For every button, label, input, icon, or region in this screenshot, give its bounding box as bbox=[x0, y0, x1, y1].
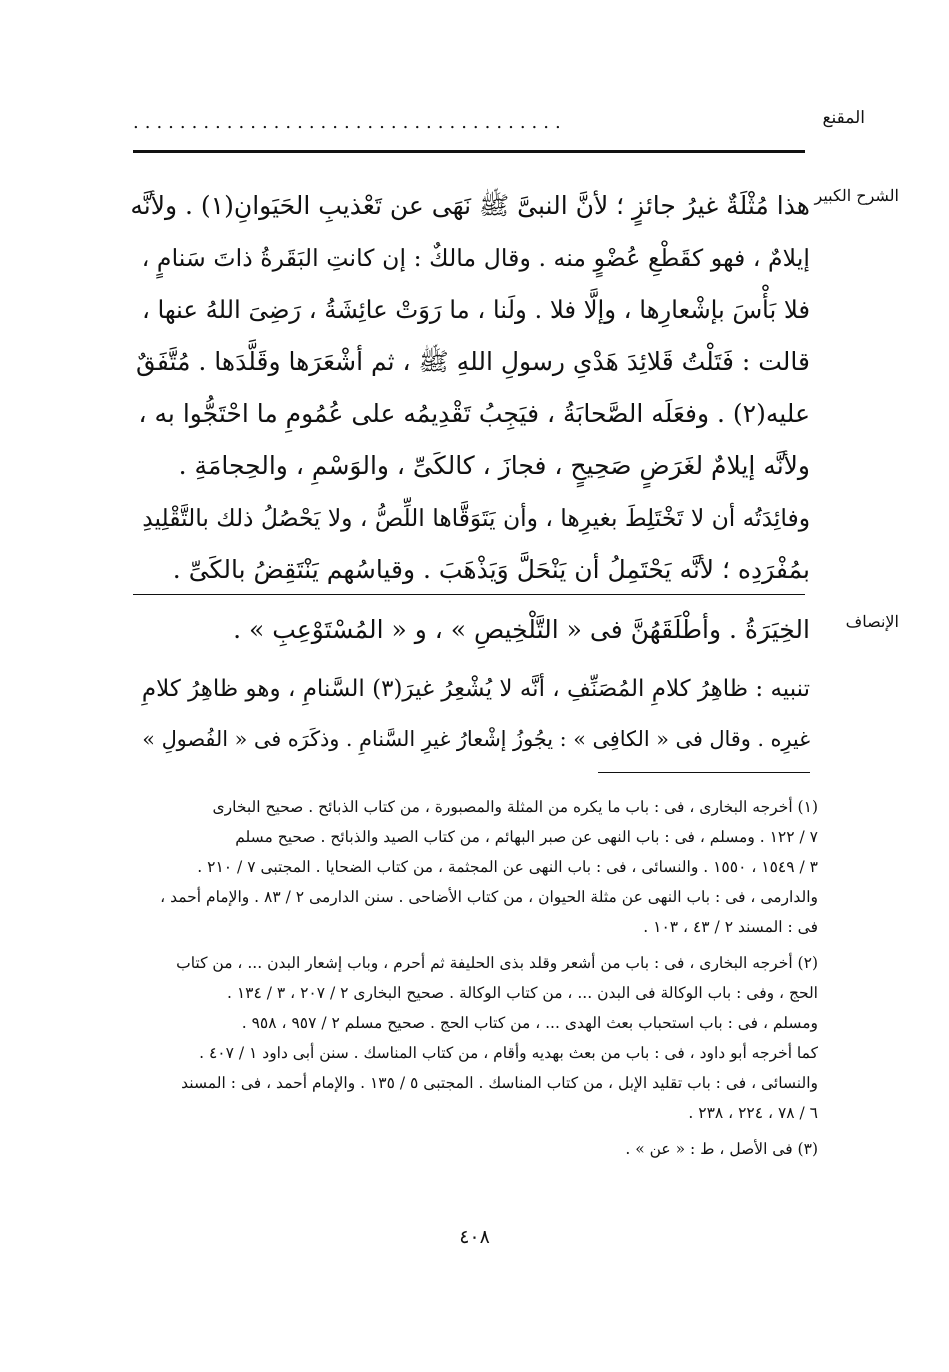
footnote-line: فى : المسند ٢ / ٤٣ ، ١٠٣ . bbox=[643, 918, 818, 936]
section-divider bbox=[133, 594, 805, 595]
page-number: ٤٠٨ bbox=[459, 1226, 490, 1248]
footnote-line: ٧ / ١٢٢ . ومسلم ، فى : باب النهى عن صبر البهائم ، من كتاب الصيد والذبائح . صحيح مسلم bbox=[235, 828, 818, 846]
insaf-line: غيرِه . وقال فى « الكافِى » : يجُوزُ إشْعارُ غيرِ السَّنامِ . وذكَرَه فى « الفُصولِ » bbox=[142, 727, 810, 751]
footnote-2 bbox=[128, 948, 818, 1128]
sharh-line: عليه(٢) . وفعَلَه الصَّحابَةُ ، فيَجِبُ تَقْدِيمُه على عُمُومِ ما احْتَجُّوا به ، bbox=[138, 399, 810, 428]
insaf-label: الإنصاف bbox=[845, 612, 899, 631]
sharh-line: هذا مُثْلَةٌ غيرُ جائزٍ ؛ لأنَّ النبىَّ ﷺ نَهَى عن تَعْذيبِ الحَيَوانِ(١) . ولأنَّه bbox=[130, 191, 810, 220]
sharh-line: بمُفْرَدِه ؛ لأنَّه يَحْتَمِلُ أن يَنْحَلَّ وَيَذْهَبَ . وقياسُهم يَنْتَقِضُ بالكَىِّ . bbox=[172, 555, 810, 584]
header-rule bbox=[133, 150, 805, 153]
insaf-line: الخِيَرَةُ . وأطْلَقَهُنَّ فى « التَّلْخِيصِ » ، و « المُسْتَوْعِبِ » . bbox=[233, 615, 810, 644]
footnote-1 bbox=[128, 792, 818, 942]
footnote-line: والدارمى ، فى : باب النهى عن مثلة الحيوان ، من كتاب الأضاحى . سنن الدارمى ٢ / ٨٣ . والإمام أحمد ، bbox=[160, 888, 818, 906]
insaf-text bbox=[128, 606, 810, 654]
footnote-line: (١) أخرجه البخارى ، فى : باب ما يكره من المثلة والمصبورة ، من كتاب الذبائح . صحيح البخارى bbox=[212, 798, 818, 816]
footnote-line: كما أخرجه أبو داود ، فى : باب من بعث بهديه وأقام ، من كتاب المناسك . سنن أبى داود ١ / ٤٠٧ . bbox=[199, 1044, 818, 1062]
footnote-line: (٣) فى الأصل ، ط : « عن » . bbox=[625, 1140, 818, 1158]
footnote-line: الحج ، وفى : باب الوكالة فى البدن ... ، من كتاب الوكالة . صحيح البخارى ٢ / ٢٠٧ ، ٣ / ١٣٤ . bbox=[226, 984, 818, 1002]
footnote-line: ٦ / ٧٨ ، ٢٢٤ ، ٢٣٨ . bbox=[688, 1104, 818, 1122]
footnote-line: ومسلم ، فى : باب استحباب بعث الهدى ... ، من كتاب الحج . صحيح مسلم ٢ / ٩٥٧ ، ٩٥٨ . bbox=[241, 1014, 818, 1032]
insaf-line: تنبيه : ظاهِرُ كلامِ المُصَنِّفِ ، أنَّه لا يُشْعِرُ غيرَ(٣) السَّنامِ ، وهو ظاهِرُ كلامِ bbox=[141, 676, 810, 702]
sharh-kabir-label: الشرح الكبير bbox=[814, 186, 899, 205]
sharh-line: فلا بَأْسَ بإشْعارِها ، وإلَّا فلا . ولَنا ، ما رَوَتْ عائِشَةُ ، رَضِىَ اللهُ عنها ، bbox=[141, 295, 810, 324]
header-dotted-leader: ..................................... bbox=[133, 112, 567, 133]
footnote-separator bbox=[598, 772, 810, 773]
sharh-line: قالت : فَتَلْتُ قَلائِدَ هَدْىِ رسولِ اللهِ ﷺ ، ثم أشْعَرَها وقَلَّدَها . مُتَّفَقٌ bbox=[136, 347, 810, 376]
sharh-text bbox=[128, 180, 810, 596]
sharh-line: إيلامٌ ، فهو كقَطْعِ عُضْوٍ منه . وقال مالكٌ : إن كانتِ البَقَرةُ ذاتَ سَنامٍ ، bbox=[141, 244, 810, 272]
footnote-line: (٢) أخرجه البخارى ، فى : باب من أشعر وقلد بذى الحليفة ثم أحرم ، وباب إشعار البدن ... ، من كتاب bbox=[176, 954, 818, 972]
insaf-tanbih bbox=[128, 664, 810, 764]
footnote-line: ٣ / ١٥٤٩ ، ١٥٥٠ . والنسائى ، فى : باب النهى عن المجثمة ، من كتاب الضحايا . المجتبى ٧ / ٢١٠ . bbox=[197, 858, 818, 876]
footnotes bbox=[128, 792, 818, 1164]
sharh-line: ولأنَّه إيلامٌ لغَرَضٍ صَحِيحٍ ، فجازَ ، كالكَىِّ ، والوَسْمِ ، والحِجامَةِ . bbox=[178, 451, 810, 480]
running-title: المقنع bbox=[822, 108, 865, 128]
sharh-line: وفائِدَتُه أن لا تَخْتَلِطَ بغيرِها ، وأن يَتَوَقَّاها اللِّصُّ ، ولا يَحْصُلُ ذلك بالتَّقْلِيدِ bbox=[142, 504, 810, 532]
footnote-3 bbox=[128, 1134, 818, 1164]
footnote-line: والنسائى ، فى : باب تقليد الإبل ، من كتاب المناسك . المجتبى ٥ / ١٣٥ . والإمام أحمد ، فى : المسند bbox=[181, 1074, 818, 1092]
